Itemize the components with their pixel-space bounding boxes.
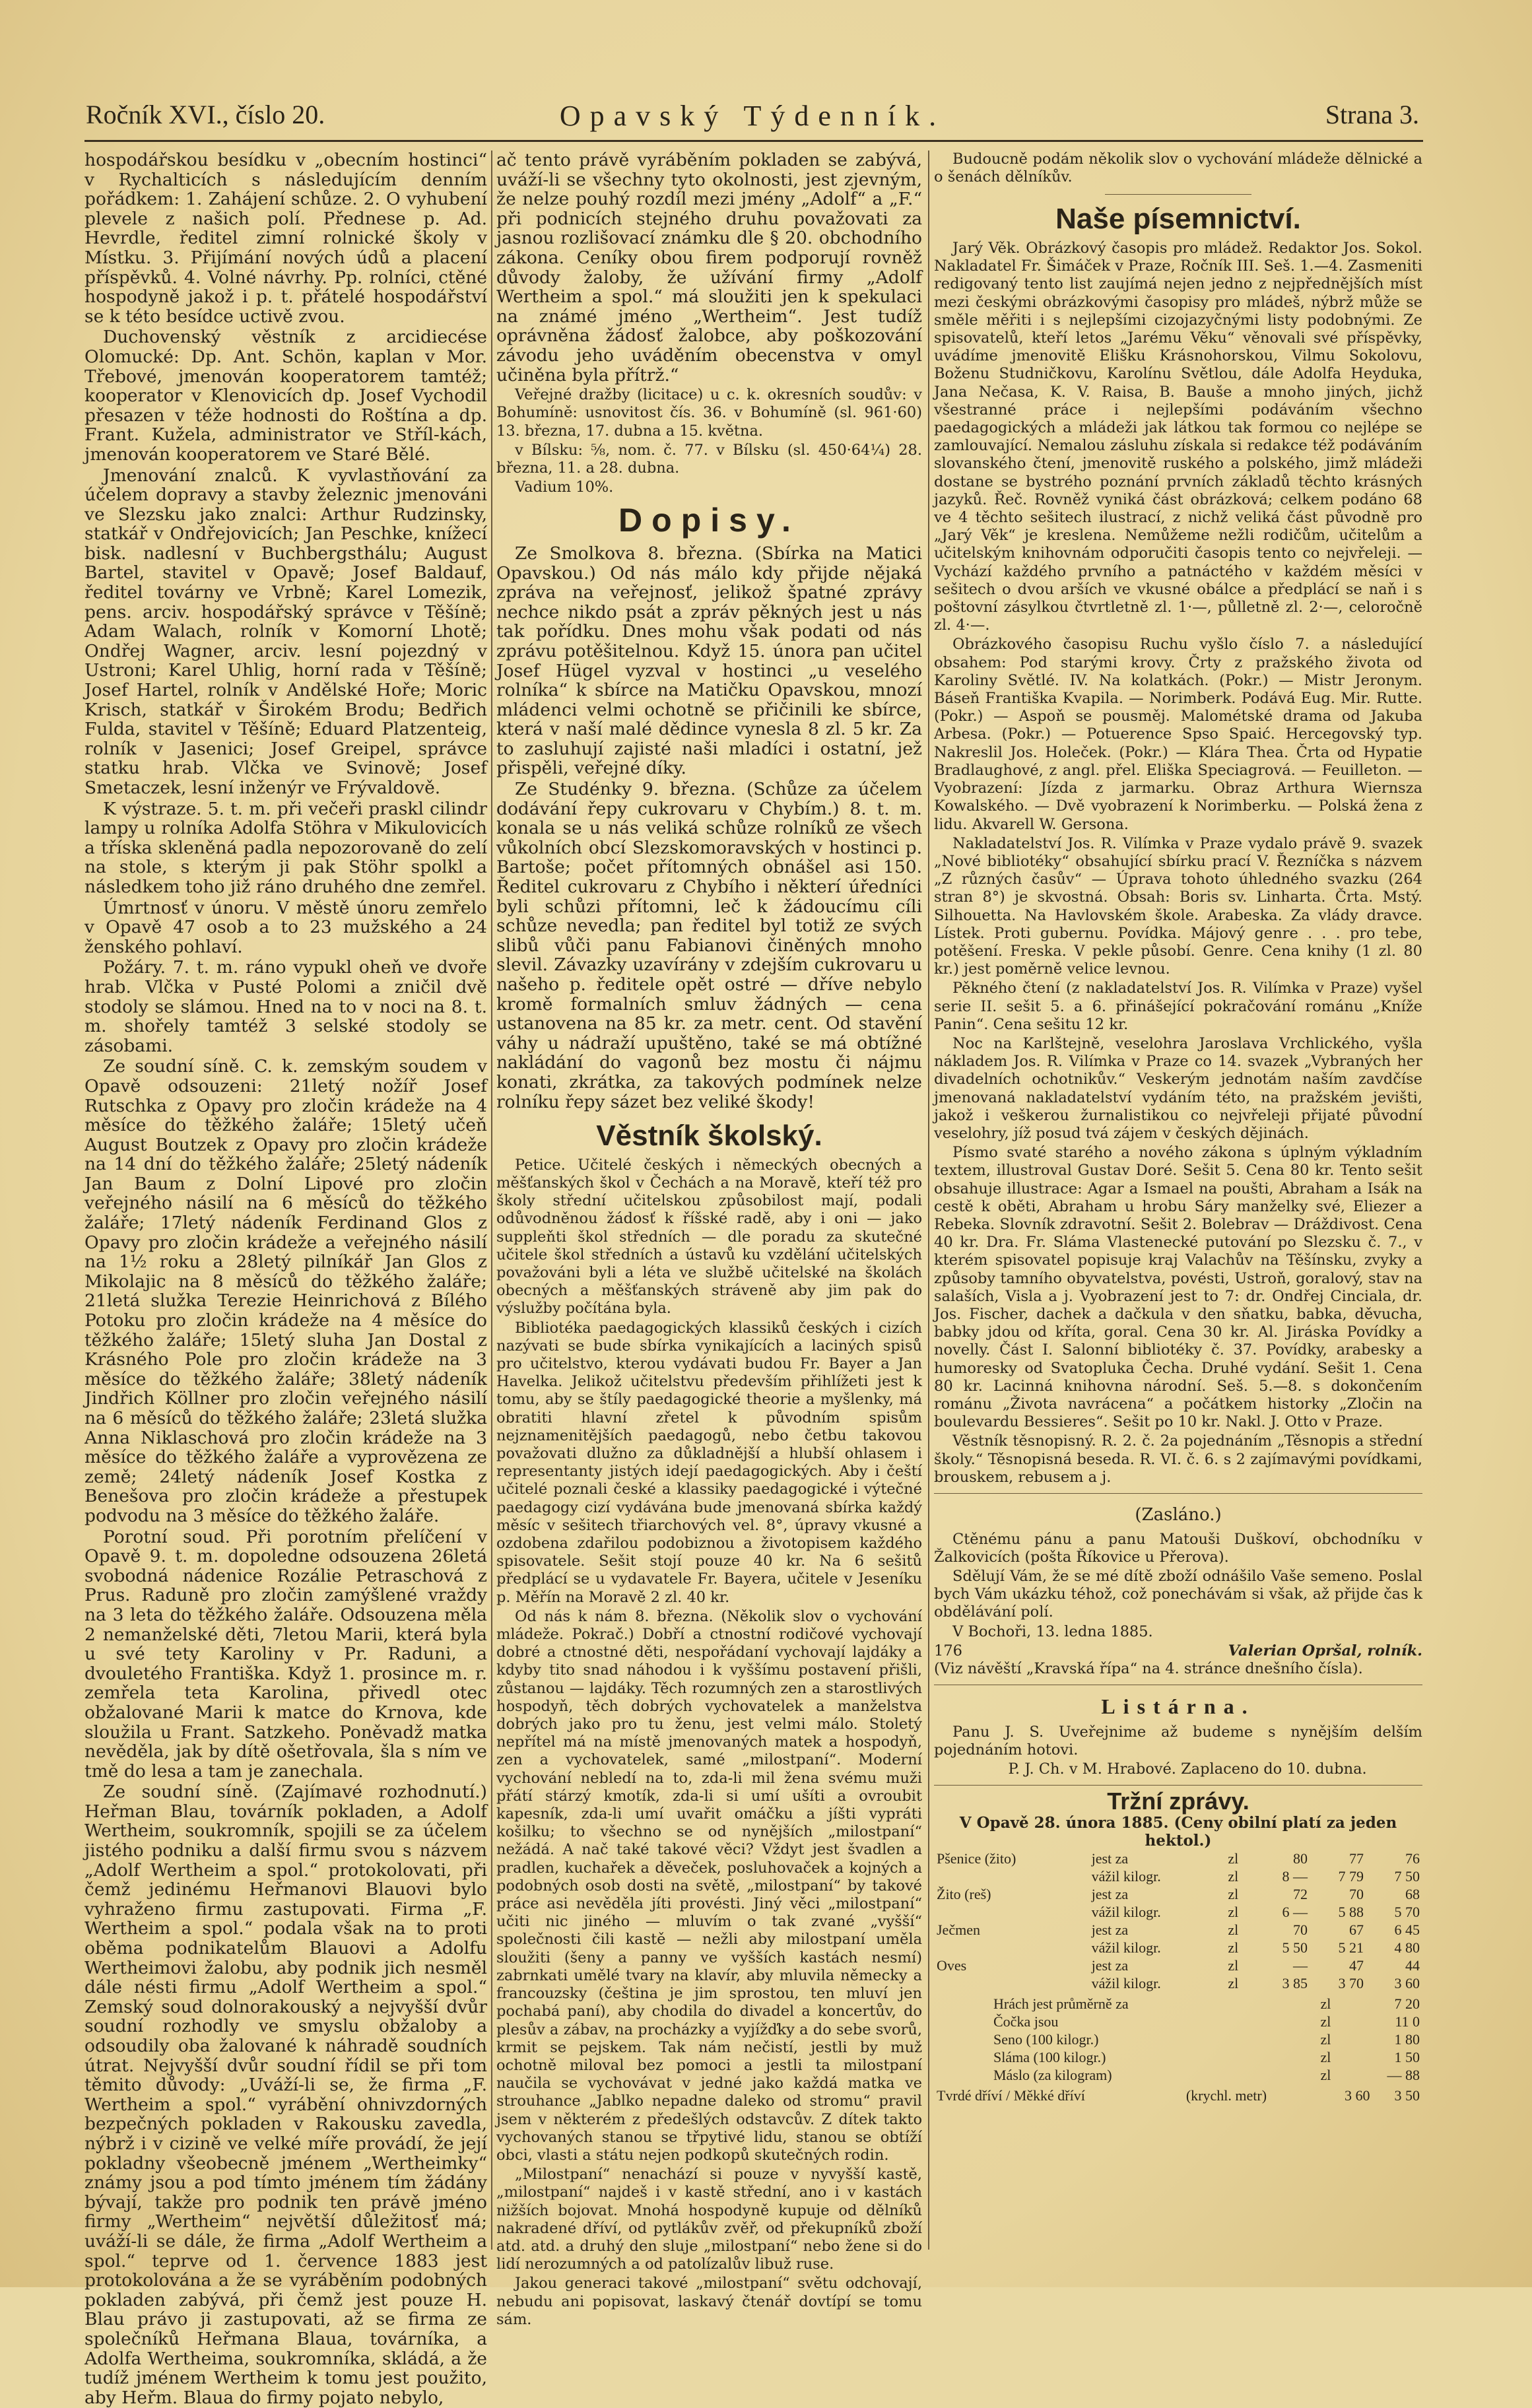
table-cell-label (934, 1939, 1089, 1956)
article-paragraph: K výstraze. 5. t. m. při večeři praskl cilindr lampy u rolníka Adolfa Stöhra v Mikulovicích a tříska skleněná padla nepozorovaně do zelí na stole, s kterým ji pak Stöhr spolkl a následkem toho již ráno druhého dne zemřel. (84, 798, 487, 897)
table-cell-unit: zl (1228, 1939, 1239, 1956)
article-paragraph: Ze soudní síně. (Zajímavé rozhodnutí.) Heřman Blau, továrník pokladen, a Adolf Wertheim, soukromník, spojili se za účelem jistého podniku a další firmu svou s názvem „Adolf Wertheim a spol.“ protokolovati, při čemž jedinému Heřmanovi Blauovi bylo vyhraženo firmu zastupovati. Firma „F. Wertheim a spol.“ podala však na to proti oběma podnikatelům Blauovi a Adolfu Wertheimovi žalobu, aby podnik jich nesměl dále nésti firmu „Adolf Wertheim a spol.“ Zemský soud dolnorakouský a nejvyšší dvůr soudní rozhodly ve smyslu obžaloby a odsoudily oba žalované k náhradě soudních útrat. Nejvyšší dvůr soudní řídil se při tom těmito důvody: „Uváží-li se, že firma „F. Wertheim a spol.“ vyrábění ohnivzdorných bezpečných pokladen v Rakousku zavedla, nýbrž i v cizině ve velké míře provádí, že její pokladny všeobecně jménem „Wertheimky“ známy jsou a pod tímto jménem tím žádány bývají, takže pro podnik ten právě jméno firmy „Wertheim“ největší důležitosť má; uváží-li se dále, že firma „Adolf Wertheim a spol.“ teprve od 1. července 1883 jest protokolována a že se vyráběním podobných pokladen zabývá, při čemž jest pouze H. Blau právo ji zastupovati, až se firma ze společníků Heřmana Blaua, továrníka, a Adolfa Wertheima, soukromníka, skládá, a že tudíž jménem Wertheim k tomu jest použito, aby Heřm. Blaua do firmy pojato nebylo, (84, 1782, 487, 2408)
table-cell-label: Pšenice (žito) (937, 1850, 1016, 1867)
table-cell-a: 8 — (1282, 1868, 1308, 1885)
table-cell-val: 11 0 (1395, 2013, 1420, 2030)
table-row (934, 1974, 1422, 1992)
review-paragraph: Pěkného čtení (z nakladatelství Jos. R. Vilímka v Praze) vyšel serie II. sešit 5. a 6. přinášející pokračování románu „Kníže Panin“. Cena sešitu 12 kr. (934, 980, 1422, 1033)
article-paragraph: Porotní soud. Při porotním přelíčení v Opavě 9. t. m. dopoledne odsouzena 26letá svobodná nádenice Rozálie Petraschová z Prus. Raduně pro zločin zamýšlené vraždy na 3 leta do těžkého žaláře. Odsouzena měla 2 nemanželské děti, 7letou Marii, která byla u své tety Karoliny v Pr. Raduni, a dvouletého Františka. Když 1. prosince m. r. zemřela teta Karolina, přivedl otec obžalované Marii k matce do Krnova, kde sloužila u Frant. Satzkeho. Poněvadž matka nevěděla, jak by dítě ošetřovala, šla s ním ve tmě do lesa a tam je zanechala. (84, 1526, 487, 1782)
grain-price-table (934, 1850, 1422, 1992)
article-paragraph: Bibliotéka paedagogických klassiků českých i cizích nazývati se bude sbírka vynikajících a laciných spisů pro učitelstvo, kterou vydávati budou Fr. Bayer a Jan Havelka. Jelikož učitelstvu především přihlížeti jest k tomu, aby se štíly paedagogické theorie a myšlenky, má obratiti hlavní zřetel k původním spisům nejznamenitějších paedagogů, nebo četbu takovou považovati dlužno za důkladnější a hlubší ohlasem i representanty jistých idejí paedagogických. Aby i čeští učitelé poznali české a klassiky paedagogické i výtečné paedagogy cizí vydávána bude jmenovaná sbírka každý měsíc v sešitech třiarchových vel. 8°, úpravy vkusné a ozdobena zdařilou podobiznou a životopisem každého spisovatele. Sešit stojí pouze 40 kr. Na 6 sešitů předplácí se u vydavatele Fr. Bayera, učitele v Jeseníku p. Měřín na Moravě 2 zl. 40 kr. (496, 1319, 922, 1606)
auction-notice: v Bílsku: ⅝, nom. č. 77. v Bílsku (sl. 450·64¼) 28. března, 11. a 28. dubna. (496, 441, 922, 477)
article-paragraph: Ze soudní síně. C. k. zemským soudem v Opavě odsouzeni: 21letý nožíř Josef Rutschka z Opavy pro zločin krádeže na 4 měsíce do těžkého žaláře; 15letý učeň August Boutzek z Opavy pro zločin krádeže na 14 dní do těžkého žaláře; 25letý nádeník Jan Baum z Dolní Lipové pro zločin veřejného násilí na 6 měsíců do těžkého žaláře; 17letý nádeník Ferdinand Glos z Opavy pro zločin krádeže a veřejného násilí na 1½ roku a 28letý pilníkář Jan Glos z Mikolajic na 8 měsíců do těžkého žaláře; 21letá služka Terezie Heinrichová z Bílého Potoku pro zločin krádeže na 4 měsíce do těžkého žaláře; 15letý sluha Jan Dostal z Krásného Pole pro zločin krádeže na 3 měsíce do těžkého žaláře; 38letý nádeník Jindřich Köllner pro zločin veřejného násilí na 6 měsíců do těžkého žaláře; 23letá služka Anna Niklaschová pro zločin krádeže na 3 měsíce do těžkého žaláře a vyprovězena ze země; 24letý nádeník Josef Kostka z Benešova pro zločin krádeže a přestupek podvodu na 3 měsíce do těžkého žaláře. (84, 1056, 487, 1526)
signature-number: 176 (934, 1642, 962, 1659)
table-cell-sub: vážil kilogr. (1091, 1868, 1161, 1885)
article-paragraph: Jmenování znalců. K vyvlastňování za účelem dopravy a stavby železnic jmenováni ve Slezsku jako znalci: Arthur Rudzinsky, statkář v Ondřejovicích; Jan Peschke, knížecí bisk. nadlesní v Buchbergsthálu; August Bartel, stavitel v Opavě; Josef Baldauf, ředitel továrny ve Vrbně; Karel Lomezik, pens. arciv. hospodářský správce v Těšíně; Adam Walach, rolník v Komorní Lhotě; Ondřej Wagner, arciv. lesní pojezdný v Ustroni; Karel Uhlig, horní rada v Těšíně; Josef Hartel, rolník v Andělské Hoře; Moric Krisch, statkář v Širokém Brodu; Bedřich Fulda, stavitel v Těšíně; Eduard Platzenteig, rolník v Jasenici; Josef Greipel, správce statku hrab. Vlčka ve Svinově; Josef Smetaczek, lesní inženýr ve Frývaldově. (84, 465, 487, 798)
table-cell-label (934, 1974, 1089, 1992)
table-cell-val: 1 50 (1394, 2049, 1420, 2066)
table-cell-label: Oves (937, 1957, 967, 1974)
auction-notice: Vadium 10%. (515, 479, 614, 496)
article-paragraph: „Milostpaní“ nenachází si pouze v nyvyšší kastě, „milostpaní“ najdeš i v kastě střední, ano i v kastách nižších bojovat. Mnohá hospodyně kupuje od dělníků nakradené dříví, od pytlákův zvěř, od překupníků zboží atd. atd. a druhý den sluje „milostpaní“ nebo žene si do lidí nerozumných a od patolízalův libuž ruse. (496, 2166, 922, 2273)
review-paragraph: Nakladatelství Jos. R. Vilímka v Praze vydalo právě 9. svazek „Nové bibliotéky“ obsahující sbírku prací V. Řezníčka s názvem „Z různých časův“ — Úprava tohoto úhledného svazku (264 stran 8°) je skvostná. Obsah: Boris sv. Linharta. Črta. Mstý. Silhouetta. Na Havlovském škole. Arabeska. Za vlády dravce. Lístek. Proti gubernu. Povídka. Májový genre . . . pro tebe, potěšení. Freska. V pekle působí. Genre. Cena knihy (1 zl. 80 kr.) jest poměrně velice levnou. (934, 834, 1422, 978)
table-cell-unit: zl (1320, 2013, 1331, 2030)
table-cell-c: 76 (1405, 1850, 1420, 1867)
table-cell-b: 67 (1349, 1922, 1364, 1939)
article-paragraph: hospodářskou besídku v „obecním hostinci“ v Rychalticích s následujícím denním pořádkem: 1. Zahájení schůze. 2. O vyhubení plevele z našich polí. Přednese p. Ad. Hevrdle, ředitel zimní rolnické školy v Místku. 3. Přijímání nových údů a placení příspěvků. 4. Volné návrhy. Pp. rolníci, ctěné hospodyně jakož i p. t. přátelé hospodářství se k této besídce uctivě zvou. (84, 150, 487, 327)
separator (934, 1493, 1422, 1494)
listarna-item: P. J. Ch. v M. Hrabové. Zaplaceno do 10. dubna. (1008, 1760, 1367, 1778)
table-row (934, 1939, 1422, 1956)
table-row (934, 1956, 1422, 1974)
table-cell-c: 5 70 (1394, 1904, 1420, 1921)
table-cell-label: Žito (reš) (937, 1886, 991, 1903)
table-row (934, 1885, 1422, 1903)
table-cell-c: 68 (1405, 1886, 1420, 1903)
other-price-table (934, 1995, 1422, 2084)
article-paragraph: Budoucně podám několik slov o vychování mládeže dělnické a o šenách dělníkův. (934, 150, 1422, 186)
table-cell-label: Čočka jsou (993, 2013, 1059, 2030)
table-cell-b: 3 70 (1338, 1975, 1364, 1992)
table-cell-c: 3 60 (1394, 1975, 1420, 1992)
letter-note: (Viz návěští „Kravská řípa“ na 4. stránce dnešního čísla). (934, 1660, 1363, 1678)
auction-notice: Veřejné dražby (licitace) u c. k. okresních soudův: v Bohumíně: usnovitost čís. 36. v Bohumíně (sl. 961·60) 13. března, 17. dubna a 15. května. (496, 386, 922, 440)
table-cell-unit: zl (1320, 2049, 1331, 2066)
article-paragraph: Požáry. 7. t. m. ráno vypukl oheň ve dvoře hrab. Vlčka v Pusté Polomi a zničil dvě stodoly se slámou. Hned na to v noci na 8. t. m. shořely tamtéž 3 selské stodoly se zásobami. (84, 957, 487, 1056)
table-cell-unit: zl (1228, 1886, 1239, 1903)
table-cell-a: 6 — (1282, 1904, 1308, 1921)
table-row (934, 1921, 1422, 1939)
section-heading-trzni-zpravy: Tržní zprávy. (1107, 1788, 1249, 1815)
table-cell-unit: zl (1228, 1975, 1239, 1992)
table-cell-sub: vážil kilogr. (1091, 1904, 1161, 1921)
section-heading-dopisy: Dopisy. (618, 502, 800, 539)
wood-unit: (krychl. metr) (1185, 2087, 1267, 2104)
table-cell-val: — 88 (1387, 2067, 1420, 2084)
table-cell-a: 70 (1292, 1922, 1308, 1939)
issue-number: Ročník XVI., číslo 20. (86, 100, 325, 129)
article-paragraph: Od nás k nám 8. března. (Několik slov o vychování mládeže. Pokrač.) Dobří a ctnostní rodičové vychovají dobré a ctnostné děti, nespořádaní vychovají lajdáky a kdyby tito snad náhodou i k vyššímu postavení přišli, zůstanou — lajdáky. Těch rozumných zen a starostlivých hospodyň, těch dobrých vychovatelek a manželstva dobrých jako pro tu ženu, jest velmi málo. Stoletý nepřítel má na místě jmenovaných matek a hospodyň, zen a vychovatelek, samé „milostpaní“. Moderní vychování nebledí na to, zda-li mil žena svému muži přátí stárzý kmotík, zda-li si umí ušíti a ovroubit kapesník, zda-li umí uvařit omáčku a jíšti vypráti košilku; to všechno se od nynějších „milostpaní“ nežádá. A nač také takové věci? Vždyt jest švadlen a pradlen, kuchařek a děveček, posluhovaček a kojných a podobných osob dosti na světě, „milostpaní“ by takové práce asi nevěděla jíti provésti. Jiný věci „milostpaní“ učiti nic jiného — mluvím o tak zvané „vyšší“ společnosti čili kastě — nežli aby milostpaní uměla sloužiti (šeny a panny ve vyšších kastách nesmí) zabrnkati umělé tvary na klavír, aby mluvila německy a francouzsky (čeština je jim sprostou, ten mluví jen pochabá paní), aby chodila do divadel a koncertův, do plesův a zábav, na procházky a vyjížďky a do sebe svorů, krmit se pejskem. Tak nám nečistí, jestli by muž ochotně miloval bez pomoci a jestli ta milostpaní naučila se vychovávat v jedné jako každá matka ve strouhance „Jablko nepadne daleko od stromu“ pravil jsem v některém z předešlých odstavcův. Z dítek takto vychovaných stanou se třpytivé lidu, stanou se obtíží obci, vlasti a státu nejen podkopů skutečných rodin. (496, 1607, 922, 2164)
table-cell-sub: vážil kilogr. (1091, 1939, 1161, 1956)
table-cell-b: 70 (1349, 1886, 1364, 1903)
table-row (934, 1867, 1422, 1885)
wood-value-hard: 3 60 (1345, 2087, 1370, 2104)
page-number: Strana 3. (1325, 100, 1419, 129)
table-cell-a: 3 85 (1282, 1975, 1308, 1992)
table-cell-label: Máslo (za kilogram) (993, 2067, 1112, 2084)
market-report (934, 1788, 1422, 2104)
review-paragraph: Věstník těsnopisný. R. 2. č. 2a pojednáním „Těsnopis a střední školy.“ Těsnopisná beseda. R. VI. č. 6. s 2 zajímavými povídkami, brouskem, rebusem a j. (934, 1432, 1422, 1486)
table-row (934, 2030, 1422, 2048)
signature-name: Valerian Opršal, rolník. (1228, 1642, 1422, 1659)
table-row (934, 1995, 1422, 2013)
table-row (934, 2048, 1422, 2066)
letter-date: V Bochoři, 13. ledna 1885. (952, 1622, 1153, 1640)
table-cell-label: Sláma (100 kilogr.) (993, 2049, 1106, 2066)
column-divider (928, 150, 929, 2250)
table-cell-b: 77 (1349, 1850, 1364, 1867)
table-row (934, 1850, 1422, 1867)
market-intro: V Opavě 28. února 1885. (Ceny obilní platí za jeden hektol.) (959, 1814, 1397, 1850)
masthead (86, 99, 1419, 139)
table-cell-b: 7 79 (1338, 1868, 1364, 1885)
review-paragraph: Písmo svaté starého a nového zákona s úplným výkladním textem, illustroval Gustav Doré. Sešit 5. Cena 80 kr. Tento sešit obsahuje illustrace: Agar a Ismael na poušti, Abraham a Isák na cestě k oběti, Abraham u hrobu Sáry manželky své, Eliezer a Rebeka. Slovník zdravotní. Sešit 2. Bolebrav — Dráždivost. Cena 40 kr. Dra. Fr. Sláma Vlastenecké putování po Slezsku č. 7., v kterém spisovatel popisuje kraj Valachův na Těšínsku, zvyky a způsoby tamního obyvatelstva, povésti, Ustroň, goralový, stav na salaších, Visla a j. Vyobrazení jest to 7: dr. Ondřej Cinciala, dr. Jos. Fischer, dachek a dačkula v den sňatku, babka, děvucha, babky jdou od kříta, goral. Cena 30 kr. Al. Jiráska Povídky a novelly. Část I. Salonní bibliotéky č. 37. Povídky, arabesky a humoresky od Svatopluka Čecha. Druhé vydání. Sešit 1. Cena 80 kr. Lacinná knihovna národní. Seš. 5.—8. s dokončením románu „Života navrácena“ a počátkem historky „Zločin na boulevardu Bessieres“. Sešit po 10 kr. Nakl. J. Otto v Praze. (934, 1144, 1422, 1431)
table-cell-unit: zl (1228, 1922, 1239, 1939)
table-cell-label (934, 1903, 1089, 1921)
column-2 (496, 150, 922, 2328)
article-paragraph: ač tento právě vyráběním pokladen se zabývá, uváží-li se všechny tyto okolnosti, jest zjevným, že nelze pouhý rozdíl mezi jmény „Adolf“ a „F.“ při podnicích stejného druhu považovati za jasnou rozlišovací známku dle § 20. obchodního zákona. Ceníky obou firem podporují rovněž důvody žaloby, že užívání firmy „Adolf Wertheim a spol.“ má sloužiti jen k spekulaci na známé jméno „Wertheim“. Jest tudíž oprávněna žádosť žalobce, aby poškozování závodu jeho uváděním obecenstva v omyl učiněna byla přítrž.“ (496, 150, 922, 385)
letter-signature (934, 1642, 1422, 1660)
article-paragraph: Úmrtnosť v únoru. V městě únoru zemřelo v Opavě 47 osob a to 23 mužského a 24 ženského pohlaví. (84, 897, 487, 957)
wood-value-soft: 3 50 (1394, 2087, 1420, 2104)
table-cell-sub: jest za (1091, 1957, 1129, 1974)
column-divider (491, 150, 492, 2250)
table-cell-unit: zl (1320, 1995, 1331, 2013)
column-3 (934, 150, 1422, 2250)
table-cell-label: Ječmen (937, 1922, 980, 1939)
table-cell-unit: zl (1228, 1850, 1239, 1867)
table-row (934, 2087, 1422, 2104)
table-cell-c: 44 (1405, 1957, 1420, 1974)
table-cell-unit: zl (1228, 1868, 1239, 1885)
table-cell-c: 4 80 (1394, 1939, 1420, 1956)
table-cell-sub: jest za (1091, 1922, 1129, 1939)
table-cell-c: 7 50 (1394, 1868, 1420, 1885)
table-cell-label: Seno (100 kilogr.) (993, 2031, 1099, 2048)
table-cell-b: 5 21 (1338, 1939, 1364, 1956)
separator (934, 1785, 1422, 1786)
table-cell-sub: jest za (1091, 1850, 1129, 1867)
table-cell-val: 7 20 (1394, 1995, 1420, 2013)
table-row (934, 2066, 1422, 2084)
column-1 (84, 150, 487, 2408)
table-cell-unit: zl (1228, 1957, 1239, 1974)
table-row (934, 2013, 1422, 2030)
review-paragraph: Jarý Věk. Obrázkový časopis pro mládež. Redaktor Jos. Sokol. Nakladatel Fr. Šimáček v Praze, Ročník III. Seš. 1.—4. Zasmeniti redigovaný tento list zaujímá nejen jedno z nejpřednějších míst mezi českými obrázkovými časopisy pro mládeš, nýbrž může se směle měřiti i s nejlepšími cizojazyčnými listy podobnými. Ze spisovatelů, kteří letos „Jarému Věku“ věnovali své příspěvky, uvádíme jmenovitě Elišku Krásnohorskou, Vilmu Sokolovu, Boženu Studničkovu, Karolínu Světlou, dále Adolfa Heyduka, Jana Nečasa, K. V. Raisa, B. Bauše a mnoho jiných, jichž všestranné práce i nejlepšími podáváním všechno paedagogických a mládeži jak látkou tak formou co nejlépe se zamlouvající. Nemalou zásluhu získala si redakce též podáváním slovanského čtení, jmenovitě ruského a polského, jimž mládeži dostane se bystrého poznání prvních základů těchto krásných jazyků. Řeč. Rovněž vyniká část obrázková; celkem podáno 68 ve 4 těchto sešitech ilustrací, z nichž veliká část původně pro „Jarý Věk“ je kreslena. Nemůžeme nežli rodičům, učitelům a učitelským knihovnám odporučiti časopis tento co nejvřeleji. — Vychází každého prvního a patnáctého v každém měsíci v sešitech o dvou arších ve vkusné obálce a předplácí se naň i s poštovní zásylkou čtvrtletně zl. 1·—, půlletně zl. 2·—, celoročně zl. 4·—. (934, 240, 1422, 634)
table-cell-b: 47 (1349, 1957, 1364, 1974)
table-cell-label (934, 1867, 1089, 1885)
table-row (934, 1903, 1422, 1921)
table-cell-a: 5 50 (1282, 1939, 1308, 1956)
letter-paragraph: Sdělují Vám, že se mé dítě zboží odnášilo Vaše semeno. Poslal bych Vám ukázku téhož, což ponechávám si však, až přijde čas k obdělávání polí. (934, 1568, 1422, 1621)
table-cell-a: 72 (1292, 1886, 1308, 1903)
listarna-item: Panu J. S. Uveřejnime až budeme s nynějším delším pojednáním hotovi. (934, 1723, 1422, 1759)
section-heading-listarna: Listárna. (1101, 1694, 1255, 1719)
article-paragraph: Duchovenský věstník z arcidiecése Olomucké: Dp. Ant. Schön, kaplan v Mor. Třebové, jmenován kooperatorem tamtéž; kooperator v Klenovicích dp. Josef Vychodil přesazen v téže hodnosti do Roštína a dp. Frant. Kužela, administrator ve Stříl-kách, jmenován kooperatorem ve Staré Bělé. (84, 327, 487, 465)
wood-label: Tvrdé dříví / Měkké dříví (937, 2087, 1085, 2104)
review-paragraph: Obrázkového časopisu Ruchu vyšlo číslo 7. a následující obsahem: Pod starými krovy. Črty z pražského života od Karoliny Světlé. IV. Na kolatkách. (Pokr.) — Mistr Jeronym. Báseň Františka Kvapila. — Norimberk. Podává Eug. Mir. Rutte. (Pokr.) — Aspoň se pousměj. Malométské drama od Jakuba Arbesa. (Pokr.) — Potuerence Spso Spaić. Hercegovský typ. Nakreslil Jos. Holeček. (Pokr.) — Klára Thea. Črta od Hypatie Bradlaughové, z angl. přel. Eliška Speciagrová. — Feuilleton. — Vyobrazení: Jízda z jarmarku. Obraz Arthura Wiernsza Kowalského. — Dvě vyobrazení k Norimberku. — Polská žena z lidu. Akvarell W. Gersona. (934, 636, 1422, 833)
section-heading-nase-pisemnictvi: Naše písemnictví. (1055, 203, 1301, 236)
newspaper-title: Opavský Týdenník. (559, 100, 946, 132)
article-paragraph: Petice. Učitelé českých i německých obecných a měšťanských škol v Čechách a na Moravě, kteří též pro školy střední učitelskou způsobilost mají, podali odůvodněnou žádosť k říšské radě, aby i oni — jako suppleňti škol středních — dle poradu za skutečné učitele škol středních a ústavů ku vzdělání učitelských považováni byli a léta ve službě učitelské na školách obecných a měšťanských stráveně aby jim pak do výslužby počítána byla. (496, 1156, 922, 1318)
article-paragraph: Jakou generaci takové „milostpaní“ světu odchovají, nebudu ani popisovat, laskavý čtenář dovtípí se tomu sám. (496, 2275, 922, 2328)
table-cell-label: Hrách jest průměrně za (993, 1995, 1129, 2013)
separator (1105, 194, 1251, 195)
article-paragraph: Ze Smolkova 8. března. (Sbírka na Matici Opavskou.) Od nás málo kdy přijde nějaká zpráva na veřejnosť, jelikož špatné zprávy nechce nikdo psát a zpráv pěkných jest u nás tak pořídku. Dnes mohu však podati od nás zprávu potěšitelnou. Když 15. února pan učitel Josef Hügel vyzval v hostinci „u veselého rolníka“ k sbírce na Matičku Opavskou, mnozí mládenci velmi ochotně se přičinili ke sbírce, která v naší malé dědince vynesla 8 zl. 5 kr. Za to zasluhují zajisté naši mladíci i ostatní, jež přispěli, veřejné díky. (496, 543, 922, 779)
letter-paragraph: Ctěnému pánu a panu Matouši Duškoví, obchodníku v Žalkovicích (pošta Říkovice u Přerova). (934, 1530, 1422, 1566)
table-cell-unit: zl (1228, 1904, 1239, 1921)
table-cell-sub: jest za (1091, 1886, 1129, 1903)
table-cell-unit: zl (1320, 2067, 1331, 2084)
section-heading-zaslano: (Zasláno.) (1135, 1505, 1222, 1525)
section-heading-vestnik-skolsky: Věstník školský. (596, 1120, 822, 1153)
table-cell-a: — (1292, 1957, 1308, 1974)
review-paragraph: Noc na Karlštejně, veselohra Jaroslava Vrchlického, vyšla nákladem Jos. R. Vilímka v Praze co 14. svazek „Vybraných her divadelních ochotnikův.“ Veskerým jednotám naším zavdčíse jmenovaná nakladatelství vydáním této, na pražském jevišti, jakož i veškerou žurnalistikou co nejvřeleji přijaté původní veselohry, jíž posud tvá zájem v českých dějinách. (934, 1034, 1422, 1142)
table-cell-a: 80 (1292, 1850, 1308, 1867)
table-cell-sub: vážil kilogr. (1091, 1975, 1161, 1992)
wood-price-table (934, 2087, 1422, 2104)
table-cell-b: 5 88 (1338, 1904, 1364, 1921)
table-cell-c: 6 45 (1394, 1922, 1420, 1939)
masthead-rule (84, 140, 1423, 142)
table-cell-val: 1 80 (1394, 2031, 1420, 2048)
article-paragraph: Ze Studénky 9. března. (Schůze za účelem dodávání řepy cukrovaru v Chybím.) 8. t. m. konala se u nás veliká schůze rolníků ze všech vůkolních obcí Slezskomoravských v hostinci p. Bartoše; počet přítomných obnášel asi 150. Ředitel cukrovaru z Chybího i některí úředníci byli schůzi přítomni, leč k žádoucímu cíli schůze nevedla; pan ředitel byl totiž ze svých slibů vůči panu Fabianovi činěných mnoho slevil. Závazky uzavírány v zdejším cukrovaru u našeho p. ředitele opět ostré — dříve nebylo kromě formalních smluv žádných — cena ustanovena na 85 kr. za metr. cent. Od stavění váhy u nádraží upuštěno, také se má obtížné nakládání do vagonů bez mostu či nájmu konati, zkrátka, za takových podmínek nelze rolníku řepy sázet bez veliké škody! (496, 779, 922, 1112)
table-cell-unit: zl (1320, 2031, 1331, 2048)
